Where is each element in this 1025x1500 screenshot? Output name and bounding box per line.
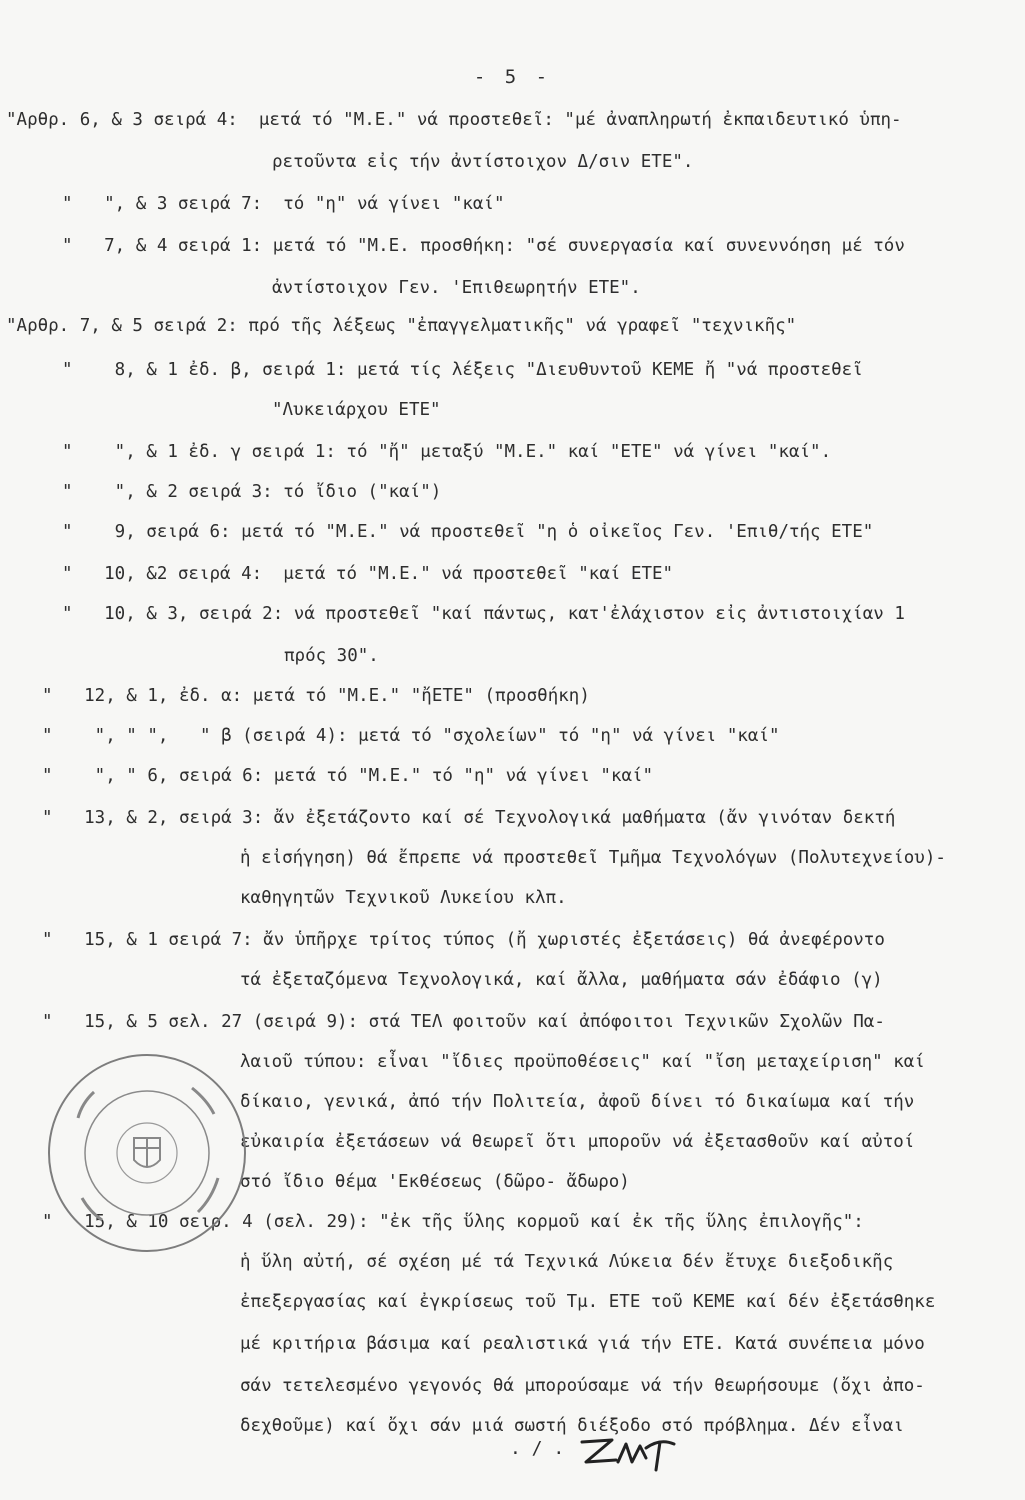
text-line: δίκαιο, γενικά, ἀπό τήν Πολιτεία, ἀφοῦ δίνει τό δικαίωμα καί τήν xyxy=(240,1092,915,1112)
text-line: " 13, & 2, σειρά 3: ἄν ἐξετάζοντο καί σέ Τεχνολογικά μαθήματα (ἄν γινόταν δεκτή xyxy=(42,808,896,828)
text-line: "Αρθρ. 7, & 5 σειρά 2: πρό τῆς λέξεως "ἐπαγγελματικῆς" νά γραφεῖ "τεχνικῆς" xyxy=(6,316,797,336)
handwritten-signature xyxy=(500,1428,680,1478)
text-line: καθηγητῶν Τεχνικοῦ Λυκείου κλπ. xyxy=(240,888,567,908)
text-line: ἡ ὕλη αὐτή, σέ σχέση μέ τά Τεχνικά Λύκεια δέν ἔτυχε διεξοδικῆς xyxy=(240,1252,894,1272)
text-line: " 15, & 10 σειρ. 4 (σελ. 29): "ἐκ τῆς ὕλης κορμοῦ καί ἐκ τῆς ὕλης ἐπιλογῆς": xyxy=(42,1212,864,1232)
signature-area xyxy=(500,1428,680,1478)
text-line: " ", " ", " β (σειρά 4): μετά τό "σχολείων" τό "η" νά γίνει "καί" xyxy=(42,726,780,746)
official-seal-stamp xyxy=(42,1048,252,1258)
text-line: ρετοῦντα εἰς τήν ἀντίστοιχον Δ/σιν ΕΤΕ". xyxy=(272,152,694,172)
text-line: " 9, σειρά 6: μετά τό "Μ.Ε." νά προστεθεῖ "η ὁ οἰκεῖος Γεν. 'Επιθ/τής ΕΤΕ" xyxy=(62,522,874,542)
text-line: " 10, & 3, σειρά 2: νά προστεθεῖ "καί πάντως, κατ'ἐλάχιστον εἰς ἀντιστοιχίαν 1 xyxy=(62,604,905,624)
text-line: " 12, & 1, ἐδ. α: μετά τό "Μ.Ε." "ἤΕΤΕ" (προσθήκη) xyxy=(42,686,590,706)
text-line: πρός 30". xyxy=(284,646,379,666)
text-line: στό ἴδιο θέμα 'Εκθέσεως (δῶρο- ἄδωρο) xyxy=(240,1172,630,1192)
text-line: ἀντίστοιχον Γεν. 'Επιθεωρητήν ΕΤΕ". xyxy=(272,278,641,298)
text-line: " 15, & 5 σελ. 27 (σειρά 9): στά ΤΕΛ φοιτοῦν καί ἀπόφοιτοι Τεχνικῶν Σχολῶν Πα- xyxy=(42,1012,885,1032)
text-line: εὐκαιρία ἐξετάσεων νά θεωρεῖ ὅτι μποροῦν νά ἐξετασθοῦν καί αὐτοί xyxy=(240,1132,915,1152)
text-line: δεχθοῦμε) καί ὄχι σάν μιά σωστή διέξοδο στό πρόβλημα. Δέν εἶναι xyxy=(240,1416,904,1436)
text-line: ἡ εἰσήγηση) θά ἔπρεπε νά προστεθεῖ Τμῆμα Τεχνολόγων (Πολυτεχνείου)- xyxy=(240,848,946,868)
text-line: τά ἐξεταζόμενα Τεχνολογικά, καί ἄλλα, μαθήματα σάν ἐδάφιο (γ) xyxy=(240,970,883,990)
text-line: "Λυκειάρχου ΕΤΕ" xyxy=(272,400,441,420)
page-number: - 5 - xyxy=(473,66,552,88)
text-line: " ", & 3 σειρά 7: τό "η" νά γίνει "καί" xyxy=(62,194,505,214)
text-line: λαιοῦ τύπου: εἶναι "ἴδιες προϋποθέσεις" καί "ἴση μεταχείριση" καί xyxy=(240,1052,925,1072)
text-line: " ", " 6, σειρά 6: μετά τό "Μ.Ε." τό "η" νά γίνει "καί" xyxy=(42,766,654,786)
text-line: " 15, & 1 σειρά 7: ἄν ὑπῆρχε τρίτος τύπος (ἤ χωριστές ἐξετάσεις) θά ἀνεφέροντο xyxy=(42,930,885,950)
text-line: σάν τετελεσμένο γεγονός θά μπορούσαμε νά τήν θεωρήσουμε (ὄχι ἀπο- xyxy=(240,1376,925,1396)
text-line: " 8, & 1 ἐδ. β, σειρά 1: μετά τίς λέξεις "Διευθυντοῦ ΚΕΜΕ ἤ "νά προστεθεῖ xyxy=(62,360,863,380)
text-line: " ", & 1 ἐδ. γ σειρά 1: τό "ἤ" μεταξύ "Μ.Ε." καί "ΕΤΕ" νά γίνει "καί". xyxy=(62,442,832,462)
text-line: μέ κριτήρια βάσιμα καί ρεαλιστικά γιά τήν ΕΤΕ. Κατά συνέπεια μόνο xyxy=(240,1334,925,1354)
text-line: "Αρθρ. 6, & 3 σειρά 4: μετά τό "Μ.Ε." νά προστεθεῖ: "μέ ἀναπληρωτή ἐκπαιδευτικό ὑπη- xyxy=(6,110,902,130)
continuation-mark: . / . xyxy=(510,1438,565,1459)
text-line: " 10, &2 σειρά 4: μετά τό "Μ.Ε." νά προστεθεῖ "καί ΕΤΕ" xyxy=(62,564,674,584)
text-line: " 7, & 4 σειρά 1: μετά τό "Μ.Ε. προσθήκη: "σέ συνεργασία καί συνεννόηση μέ τόν xyxy=(62,236,905,256)
text-line: " ", & 2 σειρά 3: τό ἴδιο ("καί") xyxy=(62,482,442,502)
text-line: ἐπεξεργασίας καί ἐγκρίσεως τοῦ Τμ. ΕΤΕ τοῦ ΚΕΜΕ καί δέν ἐξετάσθηκε xyxy=(240,1292,936,1312)
